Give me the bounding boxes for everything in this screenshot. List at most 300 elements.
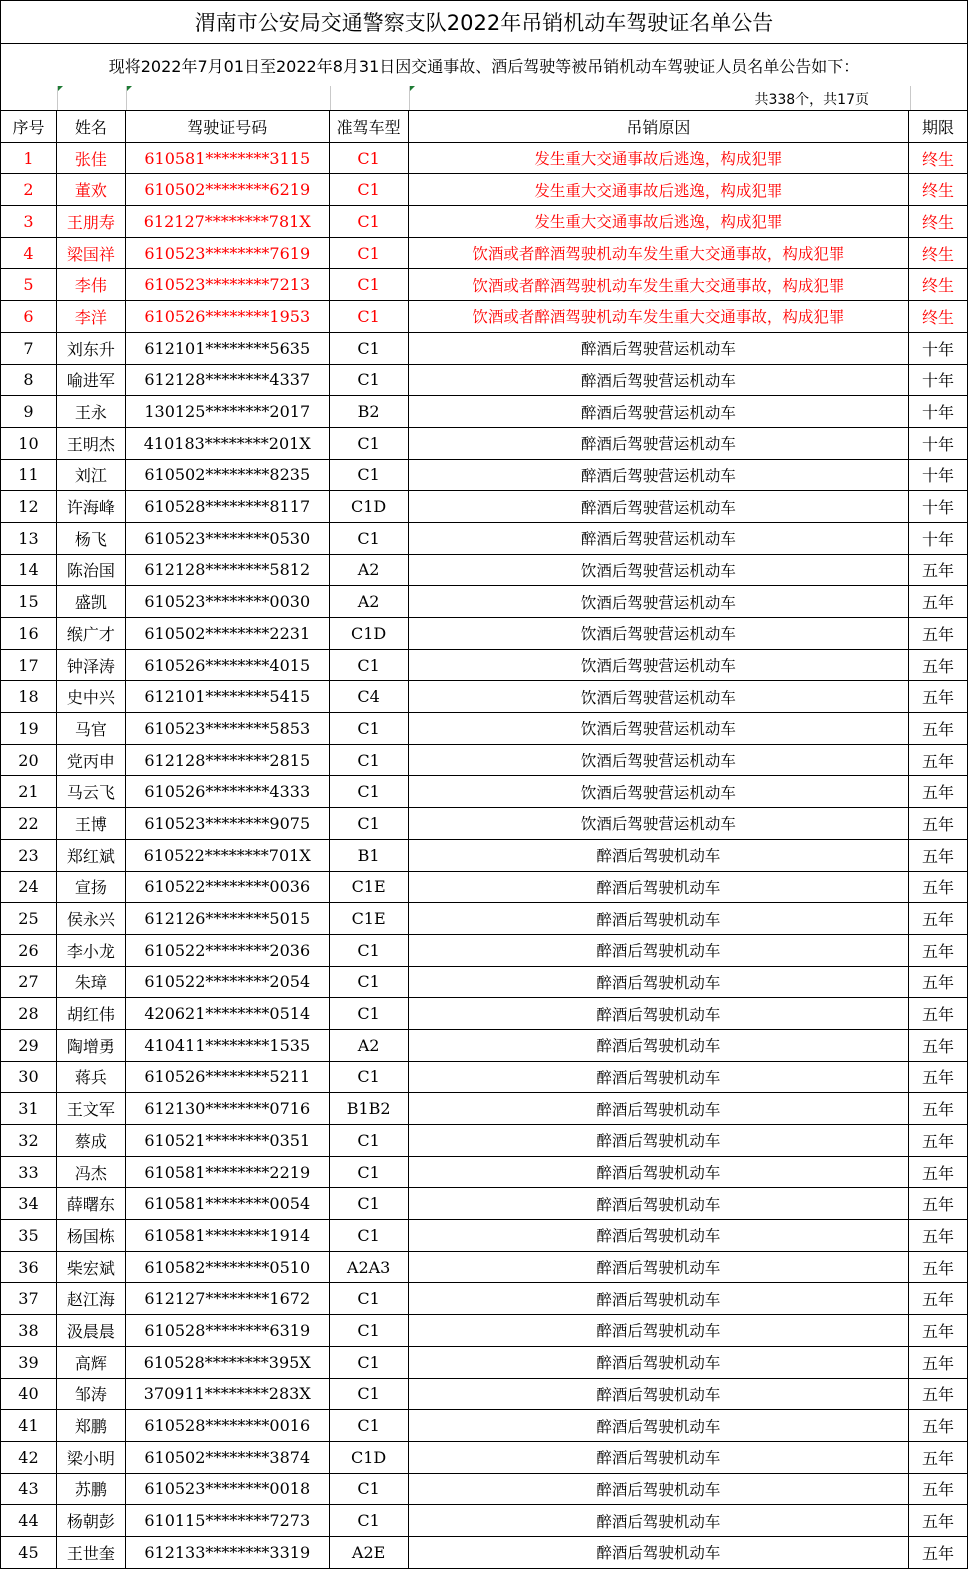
row-name: 蒋兵 xyxy=(56,1061,125,1093)
row-period: 五年 xyxy=(909,1029,968,1061)
row-number: 40 xyxy=(1,1378,57,1410)
row-number: 37 xyxy=(1,1283,57,1315)
row-vehicle-class: C1 xyxy=(329,1156,408,1188)
row-period: 五年 xyxy=(909,1473,968,1505)
notice-subtitle: 现将2022年7月01日至2022年8月31日因交通事故、酒后驾驶等被吊销机动车驾驶证人员名单公告如下： xyxy=(0,44,968,86)
row-reason: 醉酒后驾驶机动车 xyxy=(408,1473,908,1505)
row-vehicle-class: C1 xyxy=(329,301,408,333)
row-period: 十年 xyxy=(909,332,968,364)
row-period: 十年 xyxy=(909,522,968,554)
row-number: 5 xyxy=(1,269,57,301)
row-vehicle-class: C1 xyxy=(329,142,408,174)
row-vehicle-class: C1 xyxy=(329,427,408,459)
gridline xyxy=(330,86,331,110)
row-license: 610526********5211 xyxy=(125,1061,329,1093)
row-reason: 饮酒或者醉酒驾驶机动车发生重大交通事故，构成犯罪 xyxy=(408,301,908,333)
row-reason: 饮酒后驾驶营运机动车 xyxy=(408,681,908,713)
row-reason: 饮酒后驾驶营运机动车 xyxy=(408,618,908,650)
table-row xyxy=(1,1346,968,1378)
row-period: 五年 xyxy=(909,554,968,586)
table-row xyxy=(1,1378,968,1410)
row-reason: 醉酒后驾驶机动车 xyxy=(408,1156,908,1188)
row-reason: 醉酒后驾驶机动车 xyxy=(408,903,908,935)
table-row xyxy=(1,301,968,333)
row-period: 五年 xyxy=(909,903,968,935)
row-reason: 饮酒后驾驶营运机动车 xyxy=(408,744,908,776)
table-row xyxy=(1,269,968,301)
row-vehicle-class: C1 xyxy=(329,1410,408,1442)
row-vehicle-class: C1 xyxy=(329,934,408,966)
row-reason: 醉酒后驾驶机动车 xyxy=(408,1188,908,1220)
row-reason: 醉酒后驾驶机动车 xyxy=(408,1346,908,1378)
row-reason: 饮酒后驾驶营运机动车 xyxy=(408,586,908,618)
row-name: 柴宏斌 xyxy=(56,1251,125,1283)
table-row xyxy=(1,966,968,998)
table-row xyxy=(1,522,968,554)
row-reason: 醉酒后驾驶营运机动车 xyxy=(408,427,908,459)
row-number: 28 xyxy=(1,998,57,1030)
row-vehicle-class: C1D xyxy=(329,618,408,650)
row-reason: 醉酒后驾驶机动车 xyxy=(408,1410,908,1442)
row-license: 610522********0036 xyxy=(125,871,329,903)
row-period: 十年 xyxy=(909,427,968,459)
row-name: 陈治国 xyxy=(56,554,125,586)
table-row xyxy=(1,618,968,650)
row-number: 31 xyxy=(1,1093,57,1125)
header-name: 姓名 xyxy=(56,111,125,143)
row-name: 钟泽涛 xyxy=(56,649,125,681)
page-title: 渭南市公安局交通警察支队2022年吊销机动车驾驶证名单公告 xyxy=(0,0,968,44)
header-no: 序号 xyxy=(1,111,57,143)
row-reason: 饮酒或者醉酒驾驶机动车发生重大交通事故，构成犯罪 xyxy=(408,269,908,301)
row-name: 宣扬 xyxy=(56,871,125,903)
row-number: 12 xyxy=(1,491,57,523)
row-reason: 饮酒后驾驶营运机动车 xyxy=(408,808,908,840)
row-vehicle-class: C1 xyxy=(329,1505,408,1537)
row-number: 20 xyxy=(1,744,57,776)
table-row xyxy=(1,1093,968,1125)
table-row xyxy=(1,1061,968,1093)
table-row xyxy=(1,1441,968,1473)
row-period: 十年 xyxy=(909,364,968,396)
row-name: 郑鹏 xyxy=(56,1410,125,1442)
row-reason: 醉酒后驾驶营运机动车 xyxy=(408,491,908,523)
row-number: 16 xyxy=(1,618,57,650)
row-license: 612130********0716 xyxy=(125,1093,329,1125)
table-row xyxy=(1,808,968,840)
row-period: 五年 xyxy=(909,586,968,618)
table-row xyxy=(1,237,968,269)
row-reason: 醉酒后驾驶机动车 xyxy=(408,1283,908,1315)
row-vehicle-class: C1 xyxy=(329,174,408,206)
row-name: 薛曙东 xyxy=(56,1188,125,1220)
table-row xyxy=(1,1410,968,1442)
row-number: 26 xyxy=(1,934,57,966)
row-reason: 醉酒后驾驶机动车 xyxy=(408,1029,908,1061)
table-row xyxy=(1,491,968,523)
row-vehicle-class: A2 xyxy=(329,586,408,618)
row-reason: 醉酒后驾驶机动车 xyxy=(408,1061,908,1093)
row-period: 五年 xyxy=(909,1061,968,1093)
row-number: 27 xyxy=(1,966,57,998)
row-number: 32 xyxy=(1,1125,57,1157)
row-license: 610502********6219 xyxy=(125,174,329,206)
row-reason: 醉酒后驾驶机动车 xyxy=(408,871,908,903)
row-name: 胡红伟 xyxy=(56,998,125,1030)
row-vehicle-class: C1 xyxy=(329,332,408,364)
header-license: 驾驶证号码 xyxy=(125,111,329,143)
row-period: 五年 xyxy=(909,1251,968,1283)
row-license: 612126********5015 xyxy=(125,903,329,935)
row-license: 610523********5853 xyxy=(125,713,329,745)
row-license: 610115********7273 xyxy=(125,1505,329,1537)
row-license: 610502********3874 xyxy=(125,1441,329,1473)
row-number: 15 xyxy=(1,586,57,618)
row-reason: 醉酒后驾驶营运机动车 xyxy=(408,364,908,396)
row-period: 五年 xyxy=(909,1315,968,1347)
row-vehicle-class: C1E xyxy=(329,903,408,935)
row-name: 侯永兴 xyxy=(56,903,125,935)
row-vehicle-class: C4 xyxy=(329,681,408,713)
row-vehicle-class: C1 xyxy=(329,776,408,808)
row-license: 612128********5812 xyxy=(125,554,329,586)
row-period: 五年 xyxy=(909,681,968,713)
table-row xyxy=(1,459,968,491)
row-license: 610526********4015 xyxy=(125,649,329,681)
row-period: 五年 xyxy=(909,998,968,1030)
row-reason: 发生重大交通事故后逃逸，构成犯罪 xyxy=(408,174,908,206)
row-license: 612128********4337 xyxy=(125,364,329,396)
row-license: 370911********283X xyxy=(125,1378,329,1410)
row-vehicle-class: C1D xyxy=(329,1441,408,1473)
row-license: 610502********2231 xyxy=(125,618,329,650)
row-name: 李伟 xyxy=(56,269,125,301)
row-vehicle-class: C1 xyxy=(329,1188,408,1220)
table-row xyxy=(1,1505,968,1537)
row-vehicle-class: C1 xyxy=(329,998,408,1030)
table-row xyxy=(1,1473,968,1505)
row-period: 五年 xyxy=(909,1346,968,1378)
row-name: 刘东升 xyxy=(56,332,125,364)
row-reason: 饮酒后驾驶营运机动车 xyxy=(408,713,908,745)
row-period: 五年 xyxy=(909,776,968,808)
row-number: 18 xyxy=(1,681,57,713)
row-number: 44 xyxy=(1,1505,57,1537)
row-license: 610523********0018 xyxy=(125,1473,329,1505)
row-license: 610528********0016 xyxy=(125,1410,329,1442)
row-license: 610521********0351 xyxy=(125,1125,329,1157)
row-period: 十年 xyxy=(909,459,968,491)
row-name: 王明杰 xyxy=(56,427,125,459)
row-reason: 醉酒后驾驶机动车 xyxy=(408,1536,908,1568)
row-number: 9 xyxy=(1,396,57,428)
row-license: 610581********1914 xyxy=(125,1220,329,1252)
row-period: 终生 xyxy=(909,206,968,238)
row-license: 612128********2815 xyxy=(125,744,329,776)
row-vehicle-class: C1 xyxy=(329,1346,408,1378)
table-row xyxy=(1,776,968,808)
table-row xyxy=(1,332,968,364)
row-vehicle-class: C1 xyxy=(329,364,408,396)
row-number: 38 xyxy=(1,1315,57,1347)
row-reason: 醉酒后驾驶机动车 xyxy=(408,1093,908,1125)
row-reason: 醉酒后驾驶机动车 xyxy=(408,934,908,966)
row-number: 36 xyxy=(1,1251,57,1283)
row-license: 610581********3115 xyxy=(125,142,329,174)
row-license: 410183********201X xyxy=(125,427,329,459)
row-reason: 发生重大交通事故后逃逸，构成犯罪 xyxy=(408,206,908,238)
row-name: 马云飞 xyxy=(56,776,125,808)
row-period: 终生 xyxy=(909,174,968,206)
row-name: 梁国祥 xyxy=(56,237,125,269)
row-period: 五年 xyxy=(909,744,968,776)
row-vehicle-class: C1 xyxy=(329,237,408,269)
row-name: 邹涛 xyxy=(56,1378,125,1410)
row-number: 35 xyxy=(1,1220,57,1252)
row-license: 610528********395X xyxy=(125,1346,329,1378)
row-period: 五年 xyxy=(909,1125,968,1157)
row-license: 420621********0514 xyxy=(125,998,329,1030)
row-number: 43 xyxy=(1,1473,57,1505)
table-row xyxy=(1,206,968,238)
table-row xyxy=(1,744,968,776)
row-vehicle-class: C1 xyxy=(329,649,408,681)
row-vehicle-class: C1 xyxy=(329,744,408,776)
row-vehicle-class: C1 xyxy=(329,1220,408,1252)
row-vehicle-class: C1 xyxy=(329,1315,408,1347)
row-name: 冯杰 xyxy=(56,1156,125,1188)
count-row xyxy=(0,86,968,110)
row-vehicle-class: C1 xyxy=(329,1283,408,1315)
row-name: 杨飞 xyxy=(56,522,125,554)
row-vehicle-class: C1 xyxy=(329,1378,408,1410)
row-license: 612101********5415 xyxy=(125,681,329,713)
row-period: 五年 xyxy=(909,871,968,903)
row-name: 许海峰 xyxy=(56,491,125,523)
row-number: 29 xyxy=(1,1029,57,1061)
row-name: 王博 xyxy=(56,808,125,840)
row-vehicle-class: A2A3 xyxy=(329,1251,408,1283)
row-reason: 醉酒后驾驶机动车 xyxy=(408,1220,908,1252)
row-number: 19 xyxy=(1,713,57,745)
row-name: 赵江海 xyxy=(56,1283,125,1315)
row-number: 23 xyxy=(1,839,57,871)
row-vehicle-class: B1B2 xyxy=(329,1093,408,1125)
row-license: 130125********2017 xyxy=(125,396,329,428)
row-number: 25 xyxy=(1,903,57,935)
row-period: 五年 xyxy=(909,1093,968,1125)
row-reason: 饮酒或者醉酒驾驶机动车发生重大交通事故，构成犯罪 xyxy=(408,237,908,269)
table-row xyxy=(1,713,968,745)
row-period: 五年 xyxy=(909,1536,968,1568)
row-number: 17 xyxy=(1,649,57,681)
row-number: 4 xyxy=(1,237,57,269)
row-number: 3 xyxy=(1,206,57,238)
row-name: 苏鹏 xyxy=(56,1473,125,1505)
row-license: 610581********2219 xyxy=(125,1156,329,1188)
revocation-table xyxy=(0,110,968,1569)
row-reason: 饮酒后驾驶营运机动车 xyxy=(408,649,908,681)
row-reason: 醉酒后驾驶营运机动车 xyxy=(408,522,908,554)
row-vehicle-class: B2 xyxy=(329,396,408,428)
table-row xyxy=(1,364,968,396)
row-reason: 醉酒后驾驶机动车 xyxy=(408,839,908,871)
table-row xyxy=(1,1156,968,1188)
row-number: 34 xyxy=(1,1188,57,1220)
row-number: 30 xyxy=(1,1061,57,1093)
table-row xyxy=(1,1029,968,1061)
row-number: 8 xyxy=(1,364,57,396)
table-row xyxy=(1,586,968,618)
row-vehicle-class: C1 xyxy=(329,1125,408,1157)
row-vehicle-class: C1 xyxy=(329,522,408,554)
table-row xyxy=(1,998,968,1030)
row-license: 410411********1535 xyxy=(125,1029,329,1061)
table-row xyxy=(1,871,968,903)
table-row xyxy=(1,1283,968,1315)
table-row xyxy=(1,681,968,713)
row-reason: 醉酒后驾驶机动车 xyxy=(408,1315,908,1347)
row-period: 五年 xyxy=(909,1220,968,1252)
row-period: 终生 xyxy=(909,237,968,269)
row-license: 612101********5635 xyxy=(125,332,329,364)
row-name: 郑红斌 xyxy=(56,839,125,871)
table-row xyxy=(1,649,968,681)
row-name: 王朋寿 xyxy=(56,206,125,238)
row-reason: 醉酒后驾驶机动车 xyxy=(408,1378,908,1410)
table-row xyxy=(1,427,968,459)
row-period: 十年 xyxy=(909,491,968,523)
row-period: 五年 xyxy=(909,1156,968,1188)
row-license: 610582********0510 xyxy=(125,1251,329,1283)
record-count: 共338个，共17页 xyxy=(754,92,869,108)
row-vehicle-class: C1 xyxy=(329,269,408,301)
table-row xyxy=(1,903,968,935)
cell-marker-icon xyxy=(58,86,63,91)
row-period: 终生 xyxy=(909,142,968,174)
gridline xyxy=(910,86,911,110)
row-number: 2 xyxy=(1,174,57,206)
row-vehicle-class: C1 xyxy=(329,713,408,745)
table-row xyxy=(1,174,968,206)
row-name: 刘江 xyxy=(56,459,125,491)
row-reason: 饮酒后驾驶营运机动车 xyxy=(408,776,908,808)
row-number: 10 xyxy=(1,427,57,459)
row-number: 1 xyxy=(1,142,57,174)
table-row xyxy=(1,1188,968,1220)
row-name: 党丙申 xyxy=(56,744,125,776)
row-number: 13 xyxy=(1,522,57,554)
row-vehicle-class: C1 xyxy=(329,1473,408,1505)
row-number: 45 xyxy=(1,1536,57,1568)
table-header-row xyxy=(1,111,968,143)
row-vehicle-class: A2 xyxy=(329,1029,408,1061)
row-name: 王文军 xyxy=(56,1093,125,1125)
cell-marker-icon xyxy=(410,86,415,91)
row-vehicle-class: C1 xyxy=(329,206,408,238)
row-license: 610581********0054 xyxy=(125,1188,329,1220)
row-license: 610523********7213 xyxy=(125,269,329,301)
table-row xyxy=(1,396,968,428)
row-period: 五年 xyxy=(909,1188,968,1220)
row-name: 董欢 xyxy=(56,174,125,206)
row-number: 41 xyxy=(1,1410,57,1442)
row-period: 十年 xyxy=(909,396,968,428)
row-vehicle-class: C1 xyxy=(329,1061,408,1093)
row-reason: 醉酒后驾驶机动车 xyxy=(408,1441,908,1473)
table-row xyxy=(1,934,968,966)
header-period: 期限 xyxy=(909,111,968,143)
row-vehicle-class: C1 xyxy=(329,966,408,998)
row-name: 陶增勇 xyxy=(56,1029,125,1061)
row-number: 14 xyxy=(1,554,57,586)
row-period: 五年 xyxy=(909,934,968,966)
row-reason: 饮酒后驾驶营运机动车 xyxy=(408,554,908,586)
row-vehicle-class: A2E xyxy=(329,1536,408,1568)
row-vehicle-class: C1E xyxy=(329,871,408,903)
row-license: 610523********7619 xyxy=(125,237,329,269)
row-reason: 醉酒后驾驶营运机动车 xyxy=(408,332,908,364)
row-number: 33 xyxy=(1,1156,57,1188)
row-name: 马官 xyxy=(56,713,125,745)
row-reason: 发生重大交通事故后逃逸，构成犯罪 xyxy=(408,142,908,174)
table-row xyxy=(1,1251,968,1283)
row-license: 610523********9075 xyxy=(125,808,329,840)
row-license: 610523********0530 xyxy=(125,522,329,554)
row-name: 高辉 xyxy=(56,1346,125,1378)
row-period: 五年 xyxy=(909,618,968,650)
row-number: 6 xyxy=(1,301,57,333)
row-name: 汲晨晨 xyxy=(56,1315,125,1347)
row-number: 39 xyxy=(1,1346,57,1378)
row-period: 五年 xyxy=(909,1441,968,1473)
row-vehicle-class: B1 xyxy=(329,839,408,871)
table-row xyxy=(1,1536,968,1568)
row-number: 21 xyxy=(1,776,57,808)
table-row xyxy=(1,554,968,586)
row-period: 五年 xyxy=(909,808,968,840)
row-license: 610502********8235 xyxy=(125,459,329,491)
row-number: 24 xyxy=(1,871,57,903)
row-name: 杨国栋 xyxy=(56,1220,125,1252)
row-number: 11 xyxy=(1,459,57,491)
row-license: 610522********2036 xyxy=(125,934,329,966)
row-name: 王永 xyxy=(56,396,125,428)
row-name: 朱璋 xyxy=(56,966,125,998)
row-reason: 醉酒后驾驶营运机动车 xyxy=(408,459,908,491)
row-reason: 醉酒后驾驶机动车 xyxy=(408,1505,908,1537)
row-period: 终生 xyxy=(909,301,968,333)
header-reason: 吊销原因 xyxy=(408,111,908,143)
row-period: 五年 xyxy=(909,1410,968,1442)
header-class: 准驾车型 xyxy=(329,111,408,143)
row-period: 五年 xyxy=(909,966,968,998)
row-period: 五年 xyxy=(909,1378,968,1410)
row-reason: 醉酒后驾驶机动车 xyxy=(408,966,908,998)
table-row xyxy=(1,142,968,174)
table-row xyxy=(1,1315,968,1347)
row-reason: 醉酒后驾驶机动车 xyxy=(408,1125,908,1157)
row-license: 610522********2054 xyxy=(125,966,329,998)
row-license: 612133********3319 xyxy=(125,1536,329,1568)
row-name: 王世奎 xyxy=(56,1536,125,1568)
row-reason: 醉酒后驾驶机动车 xyxy=(408,998,908,1030)
row-name: 史中兴 xyxy=(56,681,125,713)
row-license: 610523********0030 xyxy=(125,586,329,618)
row-license: 610528********6319 xyxy=(125,1315,329,1347)
table-row xyxy=(1,839,968,871)
row-name: 缑广才 xyxy=(56,618,125,650)
